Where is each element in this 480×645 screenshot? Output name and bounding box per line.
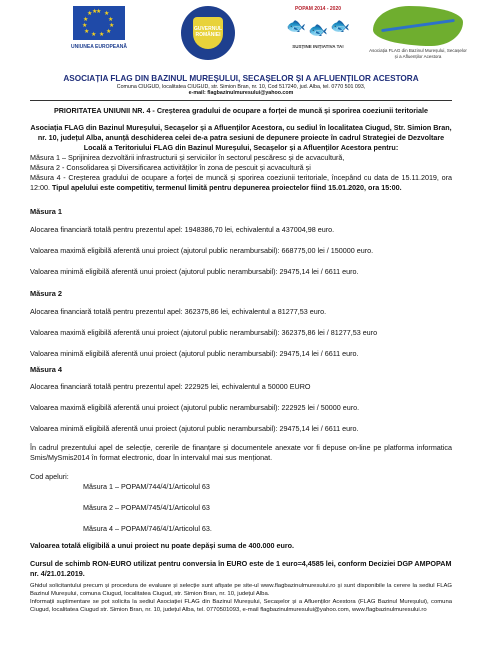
masura-4-max-value: Valoarea maximă eligibilă aferentă unui proiect (ajutorul public nerambursabil): 222925 lei / 50000 euro.: [30, 403, 360, 412]
measure-4-text: Măsura 4 - Creșterea gradului de ocupare a forței de muncă și sporirea coeziunii teritoriale, începând cu data de 15.11.2019, ora 12:00.: [30, 173, 452, 192]
masura-2-max-value: Valoarea maximă eligibilă aferentă unui proiect (ajutorul public nerambursabil): 362375,86 lei / 81277,53 euro: [30, 328, 378, 337]
eu-caption: UNIUNEA EUROPEANĂ: [71, 44, 127, 50]
code-masura-4: Măsura 4 – POPAM/746/4/1/Articolul 63.: [83, 524, 212, 533]
measure-1-line: Măsura 1 – Sprijinirea dezvoltării infrastructurii și serviciilor în sectorul pescăresc și de acvacultură,: [30, 153, 345, 162]
footer-info: Informații suplimentare se pot solicita la sediul Asociației FLAG din Bazinul Mureșului, Secașelor și a Afluenților Acestora (FLAG Bazinul Mureșului), comuna Ciugud, localitatea Ciugud str. Simion Bran, nr. 10, județul Alba, tel. 0770501093, e-mail flagbazinulmuresului@yahoo.com, www.flagbazinulmuresului.ro: [30, 599, 452, 613]
masura-1-max-value: Valoarea maximă eligibilă aferentă unui proiect (ajutorul public nerambursabil): 668775,00 lei / 150000 euro.: [30, 246, 374, 255]
footer-guide: Ghidul solicitantului precum și procedura de evaluare și selecție sunt afișate pe site-ul www.flagbazinulmuresului.ro și sunt disponibile la cerere la sediul FLAG Bazinul Mureșului, comuna Ciugud, localitatea Ciugud, str. Simion Bran, nr. 10, județul Alba.: [30, 583, 452, 597]
government-seal-icon: [181, 6, 235, 60]
intro-paragraph: Asociația FLAG din Bazinul Mureșului, Secașelor și a Afluenților Acestora, cu sediul în localitatea Ciugud, Str. Simion Bran, nr. 10, județul Alba, anunță deschiderea celei de-a patra sesiuni de depunere proiecte în cadrul Strategiei de Dezvoltare Locală a Teritoriului FLAG din Bazinul Mureșului, Secașelor și a Afluenților Acestora pentru:: [30, 123, 452, 152]
section-title-masura-4: Măsura 4: [30, 365, 63, 374]
masura-2-min-value: Valoarea minimă eligibilă aferentă unui proiect (ajutorul public nerambursabil): 29475,14 lei / 6611 euro.: [30, 349, 359, 358]
fish-icon: 🐟 🐟 🐟: [286, 18, 350, 39]
exchange-rate: Cursul de schimb RON-EURO utilizat pentru conversia în EURO este de 1 euro=4,4585 lei, conform Deciziei DGP AMPOPAM nr. 4/21.01.2019.: [30, 559, 452, 578]
logo-strip: [30, 0, 467, 72]
association-title: ASOCIAȚIA FLAG DIN BAZINUL MUREȘULUI, SECAȘELOR ȘI A AFLUENȚILOR ACESTORA: [63, 74, 419, 83]
masura-2-allocation: Alocarea financiară totală pentru prezentul apel: 362375,86 lei, echivalentul a 81277,53 euro.: [30, 307, 327, 316]
header-divider: [30, 100, 452, 101]
masura-4-min-value: Valoarea minimă eligibilă aferentă unui proiect (ajutorul public nerambursabil): 29475,14 lei / 6611 euro.: [30, 424, 359, 433]
masura-4-allocation: Alocarea financiară totală pentru prezentul apel: 222925 lei, echivalentul a 50000 EURO: [30, 382, 311, 391]
code-masura-1: Măsura 1 – POPAM/744/4/1/Articolul 63: [83, 482, 210, 491]
popam-logo: [280, 6, 356, 49]
eu-flag-icon: ★ ★ ★ ★ ★ ★ ★ ★ ★ ★ ★ ★: [73, 6, 125, 40]
measure-4-line: [30, 173, 452, 193]
government-seal-text: GUVERNUL ROMÂNIEI: [193, 26, 223, 38]
code-masura-2: Măsura 2 – POPAM/745/4/1/Articolul 63: [83, 503, 210, 512]
measure-2-line: Măsura 2 - Consolidarea și Diversificarea activităților în zona de pescuit și acvacultură și: [30, 163, 311, 172]
masura-1-allocation: Alocarea financiară totală pentru prezentul apel: 1948386,70 lei, echivalentul a 437004,98 euro.: [30, 225, 335, 234]
flag-caption: Asociația FLAG din Bazinul Mureșului, Secașelor și a Afluenților Acestora: [369, 48, 467, 59]
flag-logo: [368, 6, 468, 59]
contact-line: Comuna CIUGUD, localitatea CIUGUD, str. Simion Bran, nr. 10, Cod 517240, jud. Alba, tel. 0770 501 093,: [116, 84, 366, 90]
priority-heading: PRIORITATEA UNIUNII NR. 4 - Creșterea gradului de ocupare a forței de muncă și sporirea coeziunii teritoriale: [53, 106, 429, 115]
codes-label: Cod apeluri:: [30, 472, 69, 481]
section-title-masura-1: Măsura 1: [30, 207, 63, 216]
popam-title: POPAM 2014 - 2020: [294, 6, 342, 12]
deadline-text: Tipul apelului este competitiv, termenul limită pentru depunerea proiectelor fiind 15.01.2020, ora 15:00.: [51, 183, 402, 192]
masura-1-min-value: Valoarea minimă eligibilă aferentă unui proiect (ajutorul public nerambursabil): 29475,14 lei / 6611 euro.: [30, 267, 359, 276]
max-project-value: Valoarea totală eligibilă a unui proiect nu poate depăși suma de 400.000 euro.: [30, 541, 295, 550]
government-logo: [178, 6, 238, 60]
eu-logo: [70, 6, 128, 50]
email-line: e-mail: flagbazinulmuresului@yahoo.com: [188, 90, 294, 96]
submission-paragraph: În cadrul prezentului apel de selecție, cererile de finanțare și documentele anexate vor fi depuse on-line pe platforma informatica Smis/MySmis2014 în format electronic, doar în intervalul mai sus menționat.: [30, 443, 452, 462]
popam-caption: SUSȚINE INIȚIATIVA TA!: [292, 44, 344, 49]
map-icon: [373, 6, 463, 46]
section-title-masura-2: Măsura 2: [30, 289, 63, 298]
